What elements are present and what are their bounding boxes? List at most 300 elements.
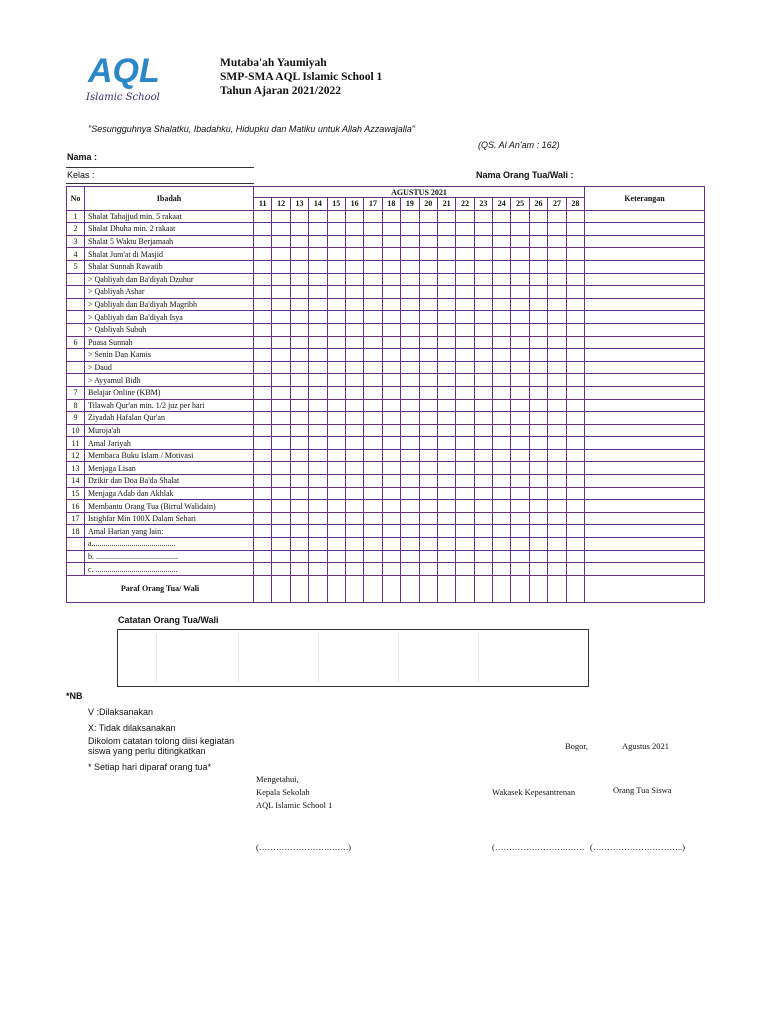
checkbox-cell[interactable] xyxy=(529,538,547,551)
checkbox-cell[interactable] xyxy=(566,298,584,311)
checkbox-cell[interactable] xyxy=(272,512,290,525)
checkbox-cell[interactable] xyxy=(364,525,382,538)
checkbox-cell[interactable] xyxy=(456,538,474,551)
paraf-cell[interactable] xyxy=(548,575,566,602)
checkbox-cell[interactable] xyxy=(474,323,492,336)
checkbox-cell[interactable] xyxy=(382,500,400,513)
checkbox-cell[interactable] xyxy=(529,525,547,538)
checkbox-cell[interactable] xyxy=(566,336,584,349)
checkbox-cell[interactable] xyxy=(437,223,455,236)
checkbox-cell[interactable] xyxy=(437,487,455,500)
checkbox-cell[interactable] xyxy=(548,399,566,412)
checkbox-cell[interactable] xyxy=(364,273,382,286)
checkbox-cell[interactable] xyxy=(437,260,455,273)
checkbox-cell[interactable] xyxy=(327,475,345,488)
checkbox-cell[interactable] xyxy=(456,386,474,399)
checkbox-cell[interactable] xyxy=(401,235,419,248)
checkbox-cell[interactable] xyxy=(290,235,308,248)
checkbox-cell[interactable] xyxy=(419,336,437,349)
checkbox-cell[interactable] xyxy=(382,386,400,399)
checkbox-cell[interactable] xyxy=(548,311,566,324)
checkbox-cell[interactable] xyxy=(419,462,437,475)
checkbox-cell[interactable] xyxy=(474,550,492,563)
paraf-cell[interactable] xyxy=(474,575,492,602)
checkbox-cell[interactable] xyxy=(272,248,290,261)
checkbox-cell[interactable] xyxy=(290,424,308,437)
checkbox-cell[interactable] xyxy=(309,399,327,412)
checkbox-cell[interactable] xyxy=(419,273,437,286)
checkbox-cell[interactable] xyxy=(456,210,474,223)
checkbox-cell[interactable] xyxy=(254,525,272,538)
keterangan-cell[interactable] xyxy=(585,248,705,261)
checkbox-cell[interactable] xyxy=(419,349,437,362)
checkbox-cell[interactable] xyxy=(566,475,584,488)
checkbox-cell[interactable] xyxy=(401,273,419,286)
checkbox-cell[interactable] xyxy=(437,462,455,475)
checkbox-cell[interactable] xyxy=(309,248,327,261)
checkbox-cell[interactable] xyxy=(364,374,382,387)
checkbox-cell[interactable] xyxy=(474,260,492,273)
checkbox-cell[interactable] xyxy=(309,286,327,299)
keterangan-cell[interactable] xyxy=(585,437,705,450)
checkbox-cell[interactable] xyxy=(548,248,566,261)
checkbox-cell[interactable] xyxy=(254,563,272,576)
checkbox-cell[interactable] xyxy=(493,437,511,450)
checkbox-cell[interactable] xyxy=(548,374,566,387)
checkbox-cell[interactable] xyxy=(364,412,382,425)
checkbox-cell[interactable] xyxy=(493,223,511,236)
checkbox-cell[interactable] xyxy=(548,538,566,551)
checkbox-cell[interactable] xyxy=(401,424,419,437)
checkbox-cell[interactable] xyxy=(327,550,345,563)
checkbox-cell[interactable] xyxy=(437,248,455,261)
checkbox-cell[interactable] xyxy=(456,273,474,286)
checkbox-cell[interactable] xyxy=(382,412,400,425)
checkbox-cell[interactable] xyxy=(548,286,566,299)
checkbox-cell[interactable] xyxy=(529,412,547,425)
checkbox-cell[interactable] xyxy=(474,538,492,551)
checkbox-cell[interactable] xyxy=(474,412,492,425)
checkbox-cell[interactable] xyxy=(364,538,382,551)
checkbox-cell[interactable] xyxy=(272,550,290,563)
checkbox-cell[interactable] xyxy=(345,210,363,223)
paraf-cell[interactable] xyxy=(345,575,363,602)
checkbox-cell[interactable] xyxy=(548,525,566,538)
checkbox-cell[interactable] xyxy=(401,512,419,525)
checkbox-cell[interactable] xyxy=(474,273,492,286)
checkbox-cell[interactable] xyxy=(437,399,455,412)
checkbox-cell[interactable] xyxy=(382,449,400,462)
checkbox-cell[interactable] xyxy=(566,563,584,576)
catatan-box[interactable] xyxy=(117,629,589,687)
checkbox-cell[interactable] xyxy=(309,475,327,488)
checkbox-cell[interactable] xyxy=(345,235,363,248)
checkbox-cell[interactable] xyxy=(493,311,511,324)
checkbox-cell[interactable] xyxy=(309,298,327,311)
checkbox-cell[interactable] xyxy=(401,412,419,425)
checkbox-cell[interactable] xyxy=(364,210,382,223)
checkbox-cell[interactable] xyxy=(254,437,272,450)
checkbox-cell[interactable] xyxy=(511,500,529,513)
checkbox-cell[interactable] xyxy=(437,286,455,299)
checkbox-cell[interactable] xyxy=(327,538,345,551)
checkbox-cell[interactable] xyxy=(566,412,584,425)
checkbox-cell[interactable] xyxy=(345,412,363,425)
checkbox-cell[interactable] xyxy=(511,550,529,563)
checkbox-cell[interactable] xyxy=(327,424,345,437)
paraf-cell[interactable] xyxy=(419,575,437,602)
checkbox-cell[interactable] xyxy=(364,323,382,336)
checkbox-cell[interactable] xyxy=(254,386,272,399)
checkbox-cell[interactable] xyxy=(290,512,308,525)
checkbox-cell[interactable] xyxy=(548,437,566,450)
checkbox-cell[interactable] xyxy=(254,349,272,362)
checkbox-cell[interactable] xyxy=(493,248,511,261)
checkbox-cell[interactable] xyxy=(548,210,566,223)
checkbox-cell[interactable] xyxy=(548,235,566,248)
checkbox-cell[interactable] xyxy=(529,248,547,261)
checkbox-cell[interactable] xyxy=(456,550,474,563)
checkbox-cell[interactable] xyxy=(419,260,437,273)
checkbox-cell[interactable] xyxy=(309,462,327,475)
checkbox-cell[interactable] xyxy=(401,260,419,273)
checkbox-cell[interactable] xyxy=(254,210,272,223)
checkbox-cell[interactable] xyxy=(511,260,529,273)
checkbox-cell[interactable] xyxy=(254,248,272,261)
checkbox-cell[interactable] xyxy=(437,500,455,513)
checkbox-cell[interactable] xyxy=(382,323,400,336)
checkbox-cell[interactable] xyxy=(548,487,566,500)
checkbox-cell[interactable] xyxy=(419,550,437,563)
paraf-cell[interactable] xyxy=(364,575,382,602)
checkbox-cell[interactable] xyxy=(345,437,363,450)
checkbox-cell[interactable] xyxy=(382,487,400,500)
checkbox-cell[interactable] xyxy=(493,500,511,513)
checkbox-cell[interactable] xyxy=(382,298,400,311)
checkbox-cell[interactable] xyxy=(566,500,584,513)
checkbox-cell[interactable] xyxy=(474,349,492,362)
checkbox-cell[interactable] xyxy=(456,525,474,538)
checkbox-cell[interactable] xyxy=(272,349,290,362)
checkbox-cell[interactable] xyxy=(548,260,566,273)
checkbox-cell[interactable] xyxy=(364,500,382,513)
checkbox-cell[interactable] xyxy=(327,500,345,513)
checkbox-cell[interactable] xyxy=(529,298,547,311)
checkbox-cell[interactable] xyxy=(566,260,584,273)
checkbox-cell[interactable] xyxy=(456,286,474,299)
checkbox-cell[interactable] xyxy=(419,248,437,261)
checkbox-cell[interactable] xyxy=(272,260,290,273)
checkbox-cell[interactable] xyxy=(309,273,327,286)
checkbox-cell[interactable] xyxy=(456,449,474,462)
checkbox-cell[interactable] xyxy=(511,336,529,349)
checkbox-cell[interactable] xyxy=(511,361,529,374)
checkbox-cell[interactable] xyxy=(511,349,529,362)
checkbox-cell[interactable] xyxy=(548,412,566,425)
checkbox-cell[interactable] xyxy=(566,223,584,236)
checkbox-cell[interactable] xyxy=(529,210,547,223)
checkbox-cell[interactable] xyxy=(382,235,400,248)
checkbox-cell[interactable] xyxy=(419,311,437,324)
checkbox-cell[interactable] xyxy=(493,462,511,475)
checkbox-cell[interactable] xyxy=(529,512,547,525)
checkbox-cell[interactable] xyxy=(529,487,547,500)
checkbox-cell[interactable] xyxy=(437,311,455,324)
checkbox-cell[interactable] xyxy=(345,386,363,399)
keterangan-cell[interactable] xyxy=(585,500,705,513)
checkbox-cell[interactable] xyxy=(493,298,511,311)
checkbox-cell[interactable] xyxy=(290,487,308,500)
checkbox-cell[interactable] xyxy=(511,525,529,538)
checkbox-cell[interactable] xyxy=(401,311,419,324)
checkbox-cell[interactable] xyxy=(493,449,511,462)
checkbox-cell[interactable] xyxy=(254,475,272,488)
checkbox-cell[interactable] xyxy=(254,323,272,336)
checkbox-cell[interactable] xyxy=(272,437,290,450)
checkbox-cell[interactable] xyxy=(364,550,382,563)
checkbox-cell[interactable] xyxy=(493,235,511,248)
checkbox-cell[interactable] xyxy=(382,374,400,387)
checkbox-cell[interactable] xyxy=(456,361,474,374)
checkbox-cell[interactable] xyxy=(456,248,474,261)
checkbox-cell[interactable] xyxy=(309,563,327,576)
checkbox-cell[interactable] xyxy=(511,210,529,223)
checkbox-cell[interactable] xyxy=(401,349,419,362)
checkbox-cell[interactable] xyxy=(419,512,437,525)
checkbox-cell[interactable] xyxy=(327,311,345,324)
checkbox-cell[interactable] xyxy=(529,361,547,374)
checkbox-cell[interactable] xyxy=(437,349,455,362)
checkbox-cell[interactable] xyxy=(290,386,308,399)
checkbox-cell[interactable] xyxy=(548,386,566,399)
checkbox-cell[interactable] xyxy=(254,424,272,437)
checkbox-cell[interactable] xyxy=(364,449,382,462)
checkbox-cell[interactable] xyxy=(511,273,529,286)
checkbox-cell[interactable] xyxy=(548,323,566,336)
checkbox-cell[interactable] xyxy=(364,223,382,236)
keterangan-cell[interactable] xyxy=(585,273,705,286)
checkbox-cell[interactable] xyxy=(382,563,400,576)
checkbox-cell[interactable] xyxy=(511,248,529,261)
checkbox-cell[interactable] xyxy=(382,361,400,374)
checkbox-cell[interactable] xyxy=(309,487,327,500)
checkbox-cell[interactable] xyxy=(529,223,547,236)
checkbox-cell[interactable] xyxy=(529,462,547,475)
checkbox-cell[interactable] xyxy=(456,349,474,362)
checkbox-cell[interactable] xyxy=(493,487,511,500)
checkbox-cell[interactable] xyxy=(566,399,584,412)
checkbox-cell[interactable] xyxy=(548,449,566,462)
paraf-cell[interactable] xyxy=(272,575,290,602)
checkbox-cell[interactable] xyxy=(474,235,492,248)
checkbox-cell[interactable] xyxy=(290,500,308,513)
keterangan-cell[interactable] xyxy=(585,336,705,349)
checkbox-cell[interactable] xyxy=(456,223,474,236)
checkbox-cell[interactable] xyxy=(437,525,455,538)
checkbox-cell[interactable] xyxy=(529,273,547,286)
checkbox-cell[interactable] xyxy=(548,223,566,236)
checkbox-cell[interactable] xyxy=(290,273,308,286)
checkbox-cell[interactable] xyxy=(548,512,566,525)
checkbox-cell[interactable] xyxy=(401,475,419,488)
checkbox-cell[interactable] xyxy=(419,563,437,576)
checkbox-cell[interactable] xyxy=(493,512,511,525)
checkbox-cell[interactable] xyxy=(401,248,419,261)
checkbox-cell[interactable] xyxy=(419,487,437,500)
checkbox-cell[interactable] xyxy=(382,512,400,525)
checkbox-cell[interactable] xyxy=(529,349,547,362)
checkbox-cell[interactable] xyxy=(511,399,529,412)
checkbox-cell[interactable] xyxy=(566,361,584,374)
checkbox-cell[interactable] xyxy=(254,462,272,475)
checkbox-cell[interactable] xyxy=(511,298,529,311)
checkbox-cell[interactable] xyxy=(437,563,455,576)
checkbox-cell[interactable] xyxy=(345,273,363,286)
keterangan-cell[interactable] xyxy=(585,323,705,336)
checkbox-cell[interactable] xyxy=(254,286,272,299)
checkbox-cell[interactable] xyxy=(382,286,400,299)
checkbox-cell[interactable] xyxy=(456,563,474,576)
checkbox-cell[interactable] xyxy=(254,223,272,236)
checkbox-cell[interactable] xyxy=(529,336,547,349)
checkbox-cell[interactable] xyxy=(345,500,363,513)
checkbox-cell[interactable] xyxy=(382,273,400,286)
checkbox-cell[interactable] xyxy=(401,538,419,551)
checkbox-cell[interactable] xyxy=(309,437,327,450)
checkbox-cell[interactable] xyxy=(437,323,455,336)
keterangan-cell[interactable] xyxy=(585,487,705,500)
checkbox-cell[interactable] xyxy=(474,386,492,399)
checkbox-cell[interactable] xyxy=(364,349,382,362)
checkbox-cell[interactable] xyxy=(272,361,290,374)
keterangan-cell[interactable] xyxy=(585,361,705,374)
checkbox-cell[interactable] xyxy=(272,273,290,286)
checkbox-cell[interactable] xyxy=(364,311,382,324)
checkbox-cell[interactable] xyxy=(493,273,511,286)
paraf-cell[interactable] xyxy=(290,575,308,602)
checkbox-cell[interactable] xyxy=(254,311,272,324)
checkbox-cell[interactable] xyxy=(548,424,566,437)
checkbox-cell[interactable] xyxy=(493,399,511,412)
checkbox-cell[interactable] xyxy=(290,399,308,412)
checkbox-cell[interactable] xyxy=(529,286,547,299)
checkbox-cell[interactable] xyxy=(290,361,308,374)
keterangan-cell[interactable] xyxy=(585,538,705,551)
checkbox-cell[interactable] xyxy=(364,462,382,475)
keterangan-cell[interactable] xyxy=(585,563,705,576)
checkbox-cell[interactable] xyxy=(290,475,308,488)
checkbox-cell[interactable] xyxy=(345,286,363,299)
checkbox-cell[interactable] xyxy=(364,487,382,500)
checkbox-cell[interactable] xyxy=(290,412,308,425)
checkbox-cell[interactable] xyxy=(511,424,529,437)
checkbox-cell[interactable] xyxy=(456,424,474,437)
checkbox-cell[interactable] xyxy=(511,538,529,551)
checkbox-cell[interactable] xyxy=(364,248,382,261)
checkbox-cell[interactable] xyxy=(437,361,455,374)
checkbox-cell[interactable] xyxy=(493,361,511,374)
checkbox-cell[interactable] xyxy=(382,210,400,223)
checkbox-cell[interactable] xyxy=(437,298,455,311)
checkbox-cell[interactable] xyxy=(474,437,492,450)
checkbox-cell[interactable] xyxy=(309,449,327,462)
checkbox-cell[interactable] xyxy=(382,349,400,362)
checkbox-cell[interactable] xyxy=(566,487,584,500)
checkbox-cell[interactable] xyxy=(327,336,345,349)
checkbox-cell[interactable] xyxy=(419,525,437,538)
checkbox-cell[interactable] xyxy=(456,462,474,475)
checkbox-cell[interactable] xyxy=(456,475,474,488)
paraf-cell[interactable] xyxy=(382,575,400,602)
checkbox-cell[interactable] xyxy=(401,374,419,387)
checkbox-cell[interactable] xyxy=(309,538,327,551)
checkbox-cell[interactable] xyxy=(456,487,474,500)
checkbox-cell[interactable] xyxy=(309,349,327,362)
checkbox-cell[interactable] xyxy=(566,273,584,286)
checkbox-cell[interactable] xyxy=(327,361,345,374)
keterangan-cell[interactable] xyxy=(585,512,705,525)
checkbox-cell[interactable] xyxy=(345,311,363,324)
checkbox-cell[interactable] xyxy=(309,500,327,513)
paraf-keterangan-cell[interactable] xyxy=(585,575,705,602)
checkbox-cell[interactable] xyxy=(401,500,419,513)
checkbox-cell[interactable] xyxy=(345,336,363,349)
checkbox-cell[interactable] xyxy=(401,210,419,223)
checkbox-cell[interactable] xyxy=(290,525,308,538)
checkbox-cell[interactable] xyxy=(345,374,363,387)
checkbox-cell[interactable] xyxy=(364,361,382,374)
checkbox-cell[interactable] xyxy=(290,223,308,236)
checkbox-cell[interactable] xyxy=(309,223,327,236)
checkbox-cell[interactable] xyxy=(529,449,547,462)
checkbox-cell[interactable] xyxy=(511,235,529,248)
keterangan-cell[interactable] xyxy=(585,525,705,538)
checkbox-cell[interactable] xyxy=(345,424,363,437)
checkbox-cell[interactable] xyxy=(419,437,437,450)
checkbox-cell[interactable] xyxy=(566,538,584,551)
checkbox-cell[interactable] xyxy=(401,323,419,336)
checkbox-cell[interactable] xyxy=(419,386,437,399)
checkbox-cell[interactable] xyxy=(474,210,492,223)
checkbox-cell[interactable] xyxy=(345,462,363,475)
checkbox-cell[interactable] xyxy=(290,286,308,299)
checkbox-cell[interactable] xyxy=(419,323,437,336)
checkbox-cell[interactable] xyxy=(437,437,455,450)
checkbox-cell[interactable] xyxy=(493,374,511,387)
checkbox-cell[interactable] xyxy=(290,462,308,475)
checkbox-cell[interactable] xyxy=(419,449,437,462)
checkbox-cell[interactable] xyxy=(456,311,474,324)
checkbox-cell[interactable] xyxy=(309,374,327,387)
checkbox-cell[interactable] xyxy=(254,412,272,425)
paraf-cell[interactable] xyxy=(529,575,547,602)
checkbox-cell[interactable] xyxy=(382,336,400,349)
checkbox-cell[interactable] xyxy=(327,563,345,576)
checkbox-cell[interactable] xyxy=(419,475,437,488)
checkbox-cell[interactable] xyxy=(474,298,492,311)
checkbox-cell[interactable] xyxy=(327,386,345,399)
checkbox-cell[interactable] xyxy=(327,462,345,475)
checkbox-cell[interactable] xyxy=(437,210,455,223)
checkbox-cell[interactable] xyxy=(474,361,492,374)
checkbox-cell[interactable] xyxy=(401,462,419,475)
paraf-cell[interactable] xyxy=(401,575,419,602)
checkbox-cell[interactable] xyxy=(272,336,290,349)
checkbox-cell[interactable] xyxy=(345,563,363,576)
checkbox-cell[interactable] xyxy=(511,323,529,336)
checkbox-cell[interactable] xyxy=(566,386,584,399)
checkbox-cell[interactable] xyxy=(511,449,529,462)
